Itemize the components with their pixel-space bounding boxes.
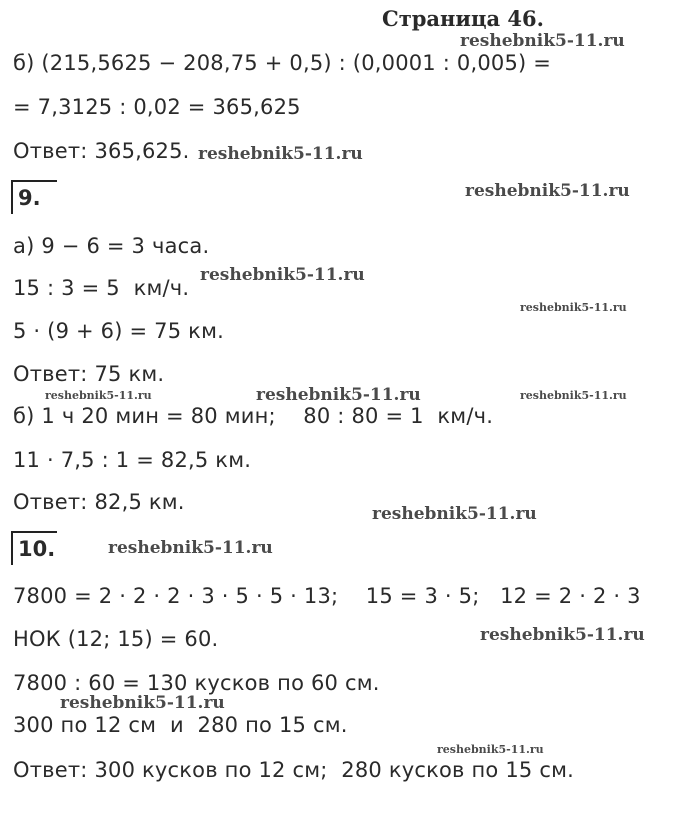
answer-line: Ответ: 365,625. (13, 139, 190, 163)
solution-line: 15 : 3 = 5 км/ч. (13, 276, 190, 300)
answer-line: Ответ: 82,5 км. (13, 490, 185, 514)
task-number-10: 10. (11, 531, 57, 565)
solution-line: б) 1 ч 20 мин = 80 мин; 80 : 80 = 1 км/ч. (13, 404, 494, 428)
answer-line: Ответ: 300 кусков по 12 см; 280 кусков по 15 см. (13, 758, 575, 782)
answer-line: Ответ: 75 км. (13, 362, 165, 386)
watermark: reshebnik5-11.ru (200, 265, 365, 285)
solution-line: а) 9 − 6 = 3 часа. (13, 234, 210, 258)
solution-line: 7800 : 60 = 130 кусков по 60 см. (13, 671, 380, 695)
watermark: reshebnik5-11.ru (437, 743, 544, 756)
watermark: reshebnik5-11.ru (372, 504, 537, 524)
solution-line-b-result: = 7,3125 : 0,02 = 365,625 (13, 95, 301, 119)
solution-line: 7800 = 2 · 2 · 2 · 3 · 5 · 5 · 13; 15 = 3 · 5; 12 = 2 · 2 · 3 (13, 584, 641, 608)
watermark: reshebnik5-11.ru (460, 31, 625, 51)
page-title: Страница 46. (382, 6, 544, 31)
solution-line: 300 по 12 см и 280 по 15 см. (13, 713, 348, 737)
watermark: reshebnik5-11.ru (108, 538, 273, 558)
task-number-9: 9. (11, 180, 57, 214)
watermark: reshebnik5-11.ru (256, 385, 421, 405)
watermark: reshebnik5-11.ru (45, 389, 152, 402)
solution-line: 11 · 7,5 : 1 = 82,5 км. (13, 448, 252, 472)
watermark: reshebnik5-11.ru (60, 693, 225, 713)
solution-line: 5 · (9 + 6) = 75 км. (13, 319, 224, 343)
watermark: reshebnik5-11.ru (465, 181, 630, 201)
watermark: reshebnik5-11.ru (520, 301, 627, 314)
watermark: reshebnik5-11.ru (520, 389, 627, 402)
solution-line: НОК (12; 15) = 60. (13, 627, 219, 651)
solution-line-b-expression: б) (215,5625 − 208,75 + 0,5) : (0,0001 : 0,005) = (13, 51, 552, 75)
watermark: reshebnik5-11.ru (198, 144, 363, 164)
watermark: reshebnik5-11.ru (480, 625, 645, 645)
